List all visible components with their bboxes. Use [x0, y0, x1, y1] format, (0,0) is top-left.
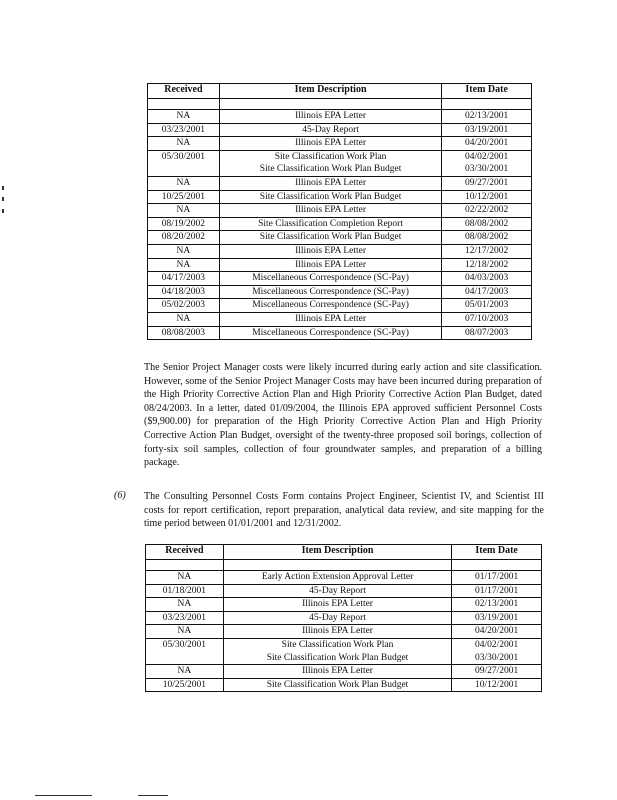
received-cell: 04/17/2003: [148, 272, 220, 286]
received-cell: 10/25/2001: [148, 190, 220, 204]
item-date-cell: 04/20/2001: [442, 137, 532, 151]
column-header-received: Received: [146, 545, 224, 560]
item-description-cell: Site Classification Work Plan Budget: [219, 231, 442, 245]
item-description-cell: Illinois EPA Letter: [219, 110, 442, 124]
table-row: [148, 258, 532, 272]
item-date-cell: 07/10/2003: [442, 312, 532, 326]
item-date-cell: 08/08/2002: [442, 217, 532, 231]
received-cell: 08/19/2002: [148, 217, 220, 231]
received-cell: NA: [148, 176, 220, 190]
table-row: [148, 110, 532, 124]
item-description-cell: Miscellaneous Correspondence (SC-Pay): [219, 272, 442, 286]
footer-rule: [35, 795, 92, 796]
scan-edge-mark: [2, 209, 4, 213]
item-date-cell: 04/03/2003: [442, 272, 532, 286]
table-header-row: [146, 545, 542, 560]
item-date-cell: 02/22/2002: [442, 204, 532, 218]
item-date-cell: 04/20/2001: [452, 625, 542, 639]
received-cell: NA: [146, 665, 224, 679]
item-description-cell: Illinois EPA Letter: [219, 137, 442, 151]
item-description-cell: Miscellaneous Correspondence (SC-Pay): [219, 326, 442, 340]
item-number-label: (6): [114, 490, 126, 501]
table-row: [148, 204, 532, 218]
item-description-cell: Site Classification Work Plan Budget: [219, 190, 442, 204]
item-description-cell: Miscellaneous Correspondence (SC-Pay): [219, 285, 442, 299]
table-body: [146, 560, 542, 692]
senior-project-manager-paragraph: The Senior Project Manager costs were likely incurred during early action and site classification. However, some of the Senior Project Manager Costs may have been incurred during preparation of the High Priority Corrective Action Plan and High Priority Corrective Action Plan Budget, dated 08/24/2003. In a letter, dated 01/09/2004, the Illinois EPA approved sufficient Personnel Costs ($9,900.00) for preparation of the High Priority Corrective Action Plan and High Priority Corrective Action Plan Budget, oversight of the twenty-three proposed soil borings, collection of forty-six soil samples, collection of four groundwater samples, and preparation of a billing package.: [144, 362, 542, 469]
table-row: [148, 244, 532, 258]
received-cell: 05/02/2003: [148, 299, 220, 313]
table-row: [148, 285, 532, 299]
table-row: [146, 584, 542, 598]
received-cell: [146, 560, 224, 571]
table-row: [148, 217, 532, 231]
item-description-cell: Site Classification Work Plan Site Classification Work Plan Budget: [223, 638, 451, 664]
received-cell: 08/08/2003: [148, 326, 220, 340]
item-date-cell: 04/02/2001 03/30/2001: [452, 638, 542, 664]
item-date-cell: 02/13/2001: [442, 110, 532, 124]
table-row: [148, 99, 532, 110]
item-description-cell: Illinois EPA Letter: [223, 665, 451, 679]
item-description-cell: Illinois EPA Letter: [219, 258, 442, 272]
item-description-cell: Illinois EPA Letter: [223, 625, 451, 639]
received-cell: 03/23/2001: [146, 611, 224, 625]
item-description-cell: Miscellaneous Correspondence (SC-Pay): [219, 299, 442, 313]
item-date-cell: 03/19/2001: [452, 611, 542, 625]
received-cell: NA: [148, 204, 220, 218]
scan-edge-mark: [2, 186, 4, 190]
item-date-cell: 12/17/2002: [442, 244, 532, 258]
item-date-cell: [452, 560, 542, 571]
item-date-cell: 08/07/2003: [442, 326, 532, 340]
item-date-cell: [442, 99, 532, 110]
item-description-cell: Illinois EPA Letter: [223, 598, 451, 612]
table-row: [148, 123, 532, 137]
item-description-cell: [223, 560, 451, 571]
table-row: [146, 665, 542, 679]
table-row: [148, 231, 532, 245]
item-date-cell: 09/27/2001: [442, 176, 532, 190]
item-date-cell: 10/12/2001: [452, 678, 542, 692]
item-description-cell: Illinois EPA Letter: [219, 312, 442, 326]
item-date-cell: 10/12/2001: [442, 190, 532, 204]
received-cell: 05/30/2001: [148, 150, 220, 176]
received-cell: NA: [146, 598, 224, 612]
received-cell: NA: [148, 244, 220, 258]
received-cell: 10/25/2001: [146, 678, 224, 692]
table-row: [148, 137, 532, 151]
consulting-personnel-paragraph: The Consulting Personnel Costs Form contains Project Engineer, Scientist IV, and Scientist III costs for report certification, report preparation, analytical data review, and site mapping for the time period between 01/01/2001 and 12/31/2002.: [144, 491, 544, 530]
received-cell: NA: [146, 625, 224, 639]
item-description-cell: Illinois EPA Letter: [219, 204, 442, 218]
received-cell: 04/18/2003: [148, 285, 220, 299]
table-row: [146, 678, 542, 692]
table-row: [148, 272, 532, 286]
table-row: [148, 312, 532, 326]
received-cell: NA: [148, 258, 220, 272]
item-date-cell: 02/13/2001: [452, 598, 542, 612]
table-row: [146, 571, 542, 585]
item-date-cell: 04/17/2003: [442, 285, 532, 299]
received-cell: NA: [146, 571, 224, 585]
footer-rule: [138, 795, 168, 796]
table-row: [146, 638, 542, 664]
received-cell: 08/20/2002: [148, 231, 220, 245]
item-description-cell: Site Classification Work Plan Budget: [223, 678, 451, 692]
item-date-cell: 01/17/2001: [452, 584, 542, 598]
column-header-received: Received: [148, 84, 220, 99]
received-cell: 05/30/2001: [146, 638, 224, 664]
received-cell: NA: [148, 137, 220, 151]
received-cell: NA: [148, 312, 220, 326]
item-date-cell: 09/27/2001: [452, 665, 542, 679]
table-row: [148, 176, 532, 190]
received-cell: NA: [148, 110, 220, 124]
item-date-cell: 08/08/2002: [442, 231, 532, 245]
item-description-cell: Early Action Extension Approval Letter: [223, 571, 451, 585]
item-date-cell: 04/02/2001 03/30/2001: [442, 150, 532, 176]
table-header-row: [148, 84, 532, 99]
table-row: [148, 150, 532, 176]
received-cell: [148, 99, 220, 110]
column-header-item-description: Item Description: [223, 545, 451, 560]
item-date-cell: 01/17/2001: [452, 571, 542, 585]
table-row: [146, 625, 542, 639]
item-description-cell: 45-Day Report: [223, 611, 451, 625]
item-date-cell: 05/01/2003: [442, 299, 532, 313]
table-row: [146, 611, 542, 625]
column-header-item-date: Item Date: [442, 84, 532, 99]
table-row: [148, 190, 532, 204]
item-description-cell: Illinois EPA Letter: [219, 176, 442, 190]
table-row: [146, 560, 542, 571]
scan-edge-mark: [2, 197, 4, 201]
column-header-item-date: Item Date: [452, 545, 542, 560]
table-row: [148, 299, 532, 313]
items-received-table-1: [147, 83, 532, 340]
table-row: [146, 598, 542, 612]
item-description-cell: Site Classification Work Plan Site Classification Work Plan Budget: [219, 150, 442, 176]
table-body: [148, 99, 532, 340]
received-cell: 03/23/2001: [148, 123, 220, 137]
items-received-table-2: [145, 544, 542, 692]
received-cell: 01/18/2001: [146, 584, 224, 598]
column-header-item-description: Item Description: [219, 84, 442, 99]
item-date-cell: 12/18/2002: [442, 258, 532, 272]
item-date-cell: 03/19/2001: [442, 123, 532, 137]
item-description-cell: 45-Day Report: [219, 123, 442, 137]
table-row: [148, 326, 532, 340]
item-description-cell: [219, 99, 442, 110]
item-description-cell: Site Classification Completion Report: [219, 217, 442, 231]
item-description-cell: Illinois EPA Letter: [219, 244, 442, 258]
item-description-cell: 45-Day Report: [223, 584, 451, 598]
